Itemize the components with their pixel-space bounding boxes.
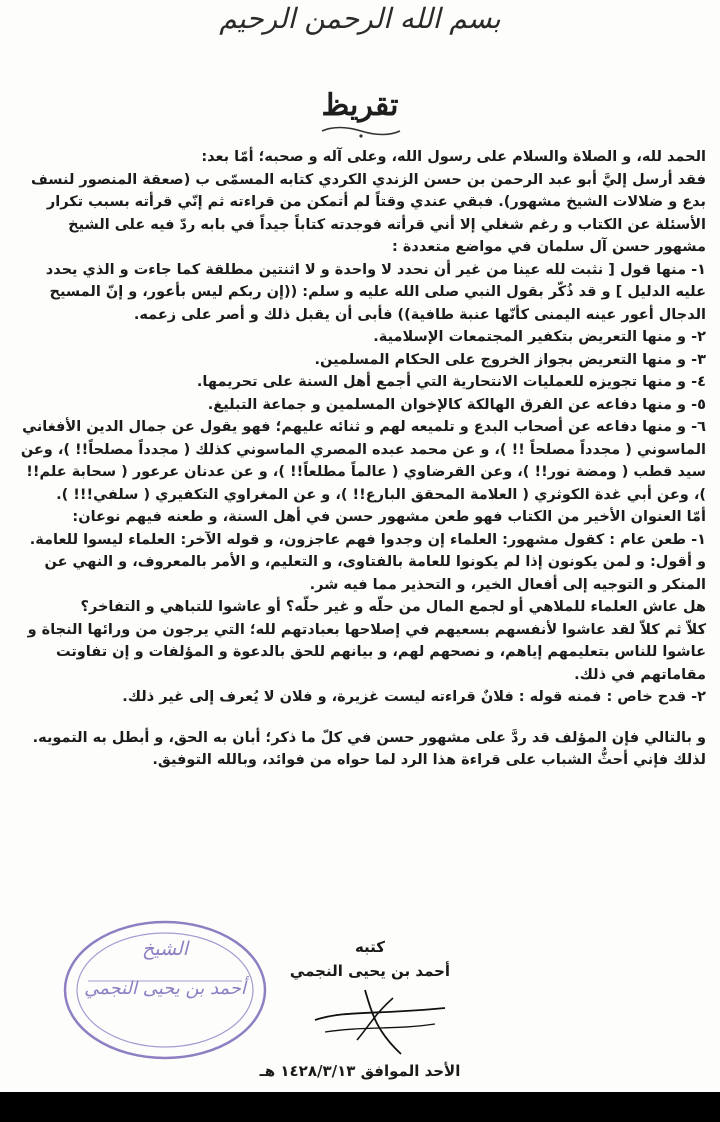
handwritten-signature-icon: [305, 980, 455, 1060]
intro-paragraph: فقد أرسل إليَّ أبو عبد الرحمن بن حسن الزندي الكردي كتابه المسمّى ب (صعقة المنصور لنسف بدع و ضلالات الشيخ مشهور). فبقي عندي وقتاً لم أتمكن من قراءته ثم إنّي قرأته بسبب تكرار الأسئلة عن الكتاب و رغم شغلي إلا أني قرأته فوجدته كتاباً جيداً في بابه ردّ فيه على الشيخ مشهور حسن آل سلمان في مواضع متعددة :: [31, 171, 706, 255]
conclusion-paragraph: و بالتالي فإن المؤلف قد ردَّ على مشهور حسن في كلّ ما ذكر؛ أبان به الحق، و أبطل به التمويه. لذلك فإني أحثُّ الشباب على قراءة هذا الرد لما حواه من فوائد، وبالله التوفيق.: [32, 729, 706, 768]
basmala-header: بسم الله الرحمن الرحيم: [219, 2, 501, 35]
spacer: [14, 709, 706, 727]
point-3: ٣- و منها التعريض بجواز الخروج على الحكام المسلمين.: [314, 351, 706, 368]
title-flourish-icon: [318, 122, 404, 140]
stamp-title: الشيخ: [141, 938, 188, 960]
point-5: ٥- و منها دفاعه عن الفرق الهالكة كالإخوان المسلمين و جماعة التبليغ.: [207, 396, 706, 413]
point-2: ٢- و منها التعريض بتكفير المجتمعات الإسلامية.: [373, 329, 706, 345]
signature-caption: كتبه: [354, 938, 386, 956]
refutation-paragraph: كلاّ ثم كلاّ لقد عاشوا لأنفسهم بسعيهم في إصلاحها بعبادتهم لله؛ التي يرجون من ورائها النجاة و عاشوا للناس بتعليمهم إياهم، و نصحهم لهم، و بيانهم للحق بالدعوة و المؤلفات و إن تفاوتت مقاماتهم في ذلك.: [27, 621, 706, 683]
stamp-name: أحمد بن يحيى النجمي: [84, 978, 246, 999]
point-1: ١- منها قول [ نثبت لله عينا من غير أن نحدد لا واحدة و لا اثنتين مطلقة كما جاءت و الذي يحدد عليه الدليل ] و قد ذُكّر بقول النبي صلى الله عليه و سلم: ((إن ربكم ليس بأعور، و إنّ المسيح الدجال أعور عينه اليمنى كأنّها عنبة طافية)) فأبى أن يقبل ذلك و أصر على زعمه.: [45, 261, 706, 323]
response-paragraph: و أقول: و لمن يكونون إذا لم يكونوا للعامة بالفتاوى، و التعليم، و الأمر بالمعروف، و النهي عن المنكر و التوجيه إلى أفعال الخير، و التحذير مما فيه شر.: [44, 554, 706, 593]
general-criticism: ١- طعن عام : كقول مشهور: العلماء إن وجدوا فهم عاجزون، و قوله الآخر: العلماء ليسوا للعامة.: [29, 531, 706, 548]
specific-criticism: ٢- قدح خاص : فمنه قوله : فلانٌ قراءته ليست غزيرة، و فلان لا يُعرف إلى غير ذلك.: [122, 689, 706, 705]
signatory-name: أحمد بن يحيى النجمي: [289, 962, 451, 980]
letter-body: [14, 146, 706, 772]
question-line: هل عاش العلماء للملاهي أو لجمع المال من حلّه و غير حلّه؟ أو عاشوا للتباهي و التفاخر؟: [80, 599, 706, 615]
point-4: ٤- و منها تجويزه للعمليات الانتحارية التي أجمع أهل السنة على تحريمها.: [196, 374, 706, 390]
date-line: الأحد الموافق ١٤٢٨/٣/١٣ هـ: [259, 1062, 461, 1080]
point-6: ٦- و منها دفاعه عن أصحاب البدع و تلميعه لهم و ثنائه عليهم؛ فهو يقول عن جمال الدين الأفغاني الماسوني ( مجدداً مصلحاً !! )، و عن محمد عبده المصري الماسوني كذلك ( مجدداً مصلحاً!! )، وعن سيد قطب ( ومضة نور!! )، وعن القرضاوي ( عالماً مطلعاً!! )، و عن عدنان عرعور ( سحابة علم!! )، وعن أبي غدة الكوثري ( العلامة المحقق البارع!! )، و عن المغراوي التكفيري ( سلفي!!! ).: [20, 419, 706, 503]
document-title: تقريظ: [321, 88, 399, 123]
bottom-black-band: [0, 1092, 720, 1122]
last-title-intro: أمّا العنوان الأخير من الكتاب فهو طعن مشهور حسن في أهل السنة، و طعنه فيهم نوعان:: [72, 509, 706, 525]
opening-line: الحمد لله، و الصلاة والسلام على رسول الله، وعلى آله و صحبه؛ أمّا بعد:: [201, 149, 706, 165]
